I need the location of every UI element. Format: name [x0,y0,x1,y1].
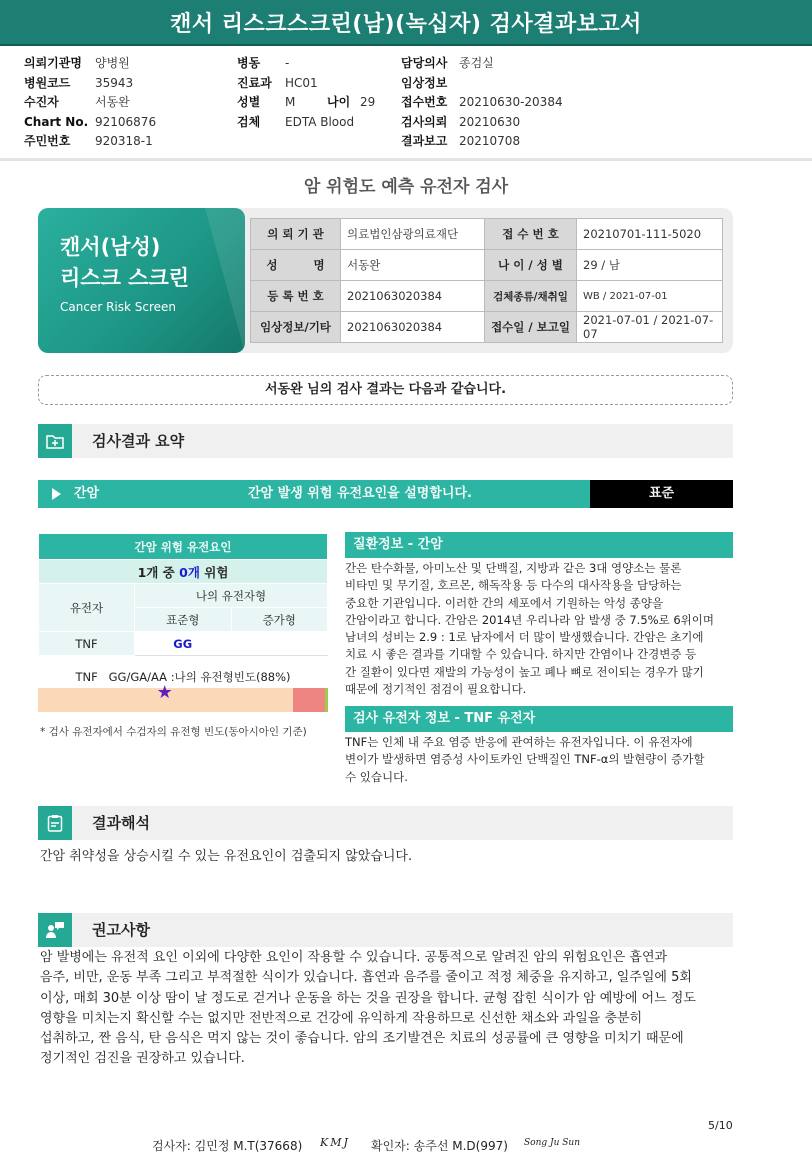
text-line: 간 질환이 있다면 재발의 가능성이 높고 폐나 뼈로 전이되는 경우가 많기 [345,664,704,679]
table-row [39,534,328,560]
header-col2 [237,54,397,132]
disease-bar [38,480,590,508]
header-col1 [24,54,234,152]
result-banner: 서동완 님의 검사 결과는 다음과 같습니다. [38,375,733,405]
header-value: 종검실 [459,56,494,70]
logo-line1: 캔서(남성) [60,235,161,259]
text-line: 비타민 및 무기질, 호르몬, 해독작용 등 다수의 대사작용을 담당하는 [345,578,682,593]
header-label: 담당의사 [401,56,448,70]
logo-english: Cancer Risk Screen [60,300,177,314]
frequency-segment-ga [293,688,325,712]
info-value: WB / 2021-07-01 [577,281,723,312]
header-label: 접수번호 [401,95,448,109]
text-line: 음주, 비만, 운동 부족 그리고 부적절한 식이가 있습니다. 흡연과 음주를 줄이고 적정 체중을 유지하고, 일주일에 5회 [40,970,692,986]
folder-plus-icon [38,424,72,458]
tester-name: 검사자: 김민정 M.T(37668) [152,1139,303,1153]
risk-table-title: 간암 위험 유전요인 [39,534,328,560]
standard-type-header: 표준형 [135,608,232,632]
header-label: 주민번호 [24,134,71,148]
page-number: 5/10 [708,1119,733,1132]
header-value: EDTA Blood [285,114,355,129]
summary-section-header [38,424,733,458]
header-value: 서동완 [95,95,130,109]
risk-level-badge: 표준 [590,480,733,508]
table-row [39,584,328,608]
gene-info-heading: 검사 유전자 정보 - TNF 유전자 [345,706,733,732]
disease-info-text [345,560,733,698]
text-line: 암 발병에는 유전적 요인 이외에 다양한 요인이 작용할 수 있습니다. 공통적으로 알려진 암의 위험요인은 흡연과 [40,950,668,965]
info-value: 29 / 남 [577,250,723,281]
text-line: 섭취하고, 짠 음식, 탄 음식은 먹지 않는 것이 좋습니다. 암의 조기발견은 치료의 성공률에 큰 영향을 미치기 때문에 [40,1031,684,1047]
header-label: Chart No. [24,114,89,129]
header-value: 29 [360,95,376,109]
genotype-frequency-label: TNF GG/GA/AA :나의 유전형빈도(88%) [75,670,291,684]
info-key: 접수일 / 보고일 [485,312,577,343]
text-line: 치료 시 좋은 결과를 기대할 수 있습니다. 하지만 간염이나 간경변증 등 [345,647,697,662]
text-line: 영향을 미치는지 확신할 수는 없지만 전반적으로 건강에 유익하게 작용하므로 신선한 채소와 과일을 충분히 [40,1010,643,1026]
consultation-icon [38,913,72,947]
info-value: 의료법인삼광의료재단 [341,219,485,250]
text-line: 수 있습니다. [345,769,408,784]
standard-genotype: GG [135,632,232,656]
header-label: 성별 [237,95,261,109]
increased-genotype [231,632,328,656]
risk-count-suffix: 위험 [204,564,229,580]
patient-info-table [250,218,723,343]
header-label: 진료과 [237,75,272,90]
info-key: 임상정보/기타 [251,312,341,343]
report-subtitle: 암 위험도 예측 유전자 검사 [303,177,509,197]
text-line: TNF는 인체 내 주요 염증 반응에 관여하는 유전자입니다. 이 유전자에 [345,735,693,749]
risk-count-value: 0개 [179,564,200,580]
interpretation-section-header [38,806,733,840]
header-label: 병원코드 [24,75,71,90]
section-title: 결과해석 [92,814,150,832]
info-key: 검체종류/채취일 [485,281,577,312]
frequency-footnote: * 검사 유전자에서 수검자의 유전형 빈도(동아시아인 기준) [40,726,307,738]
info-key: 성 명 [251,250,341,281]
interpretation-text: 간암 취약성을 상승시킬 수 있는 유전요인이 검출되지 않았습니다. [40,849,413,864]
my-genotype-star-icon: ★ [156,682,173,703]
play-arrow-icon [52,488,61,500]
table-row [251,219,723,250]
table-row [39,560,328,584]
risk-factor-table [38,533,328,656]
header-value: 920318-1 [95,134,153,148]
text-line: 이상, 매회 30분 이상 땀이 날 정도로 걷거나 운동을 하는 것을 권장을 합니다. 균형 잡힌 식이가 암 예방에 어느 정도 [40,990,696,1006]
info-value: 서동완 [341,250,485,281]
text-line: 변이가 발생하면 염증성 사이토카인 단백질인 TNF-α의 발현량이 증가할 [345,752,705,767]
header-label: 검체 [237,114,261,129]
increased-type-header: 증가형 [231,608,328,632]
table-row [39,632,328,656]
header-label: 의뢰기관명 [24,56,82,70]
genotype-frequency-bar [38,688,328,712]
info-key: 접 수 번 호 [485,219,577,250]
header-value: M [285,95,296,109]
tester-signature: KMJ [320,1136,350,1149]
gene-info-text [345,734,733,786]
recommendation-section-header [38,913,733,947]
checker-name: 확인자: 송주선 M.D(997) [371,1139,508,1153]
table-row [251,281,723,312]
text-line: 간은 탄수화물, 아미노산 및 단백질, 지방과 같은 3대 영양소는 물론 [345,561,682,575]
frequency-segment-aa [325,688,328,712]
section-title: 권고사항 [92,921,150,939]
header-value: 20210708 [459,134,521,148]
disease-name: 간암 [74,486,100,501]
header-divider [0,158,812,161]
header-value: - [285,56,290,70]
table-row [251,250,723,281]
table-row [251,312,723,343]
header-label: 임상정보 [401,75,448,90]
header-value: 20210630 [459,114,521,129]
info-key: 등 록 번 호 [251,281,341,312]
risk-count [39,560,328,584]
section-title: 검사결과 요약 [92,432,185,450]
disease-info-heading: 질환정보 - 간암 [345,532,733,558]
disease-description: 간암 발생 위험 유전요인을 설명합니다. [248,486,472,501]
header-label: 검사의뢰 [401,114,448,129]
gene-name: TNF [39,632,135,656]
checker-signature: Song Ju Sun [524,1138,581,1148]
info-key: 나 이 / 성 별 [485,250,577,281]
header-label: 나이 [327,95,351,109]
text-line: 정기적인 검진을 권장하고 있습니다. [40,1051,245,1067]
disease-summary-row [38,480,733,508]
text-line: 중요한 기관입니다. 이러한 간의 세포에서 기원하는 악성 종양을 [345,595,664,610]
header-value: 양병원 [95,56,130,70]
gene-header: 유전자 [39,584,135,632]
text-line: 때문에 정기적인 점검이 필요합니다. [345,682,527,697]
info-key: 의 뢰 기 관 [251,219,341,250]
header-label: 수진자 [24,95,59,109]
report-title: 캔서 리스크스크린(남)(녹십자) 검사결과보고서 [0,0,812,46]
header-label: 병동 [237,56,261,70]
header-value: 35943 [95,75,134,90]
text-line: 남녀의 성비는 2.9 : 1로 남자에서 더 많이 발생했습니다. 간암은 초기에 [345,630,704,645]
info-value: 2021063020384 [341,312,485,343]
risk-count-prefix: 1개 중 [137,564,175,580]
header-label: 결과보고 [401,134,448,148]
clipboard-icon [38,806,72,840]
genotype-header: 나의 유전자형 [135,584,328,608]
header-value: HC01 [285,75,318,90]
header-col3 [401,54,621,152]
info-value: 2021063020384 [341,281,485,312]
logo-line2: 리스크 스크린 [60,266,190,290]
header-value: 20210630-20384 [459,95,563,109]
header-value: 92106876 [95,114,157,129]
info-value: 20210701-111-5020 [577,219,723,250]
recommendation-text [40,948,696,1070]
info-value: 2021-07-01 / 2021-07-07 [577,312,723,343]
product-logo [38,208,245,353]
text-line: 간암이라고 합니다. 간암은 2014년 우리나라 암 발생 중 7.5%로 6위이며 [345,612,714,627]
logo-decoration [205,208,245,353]
